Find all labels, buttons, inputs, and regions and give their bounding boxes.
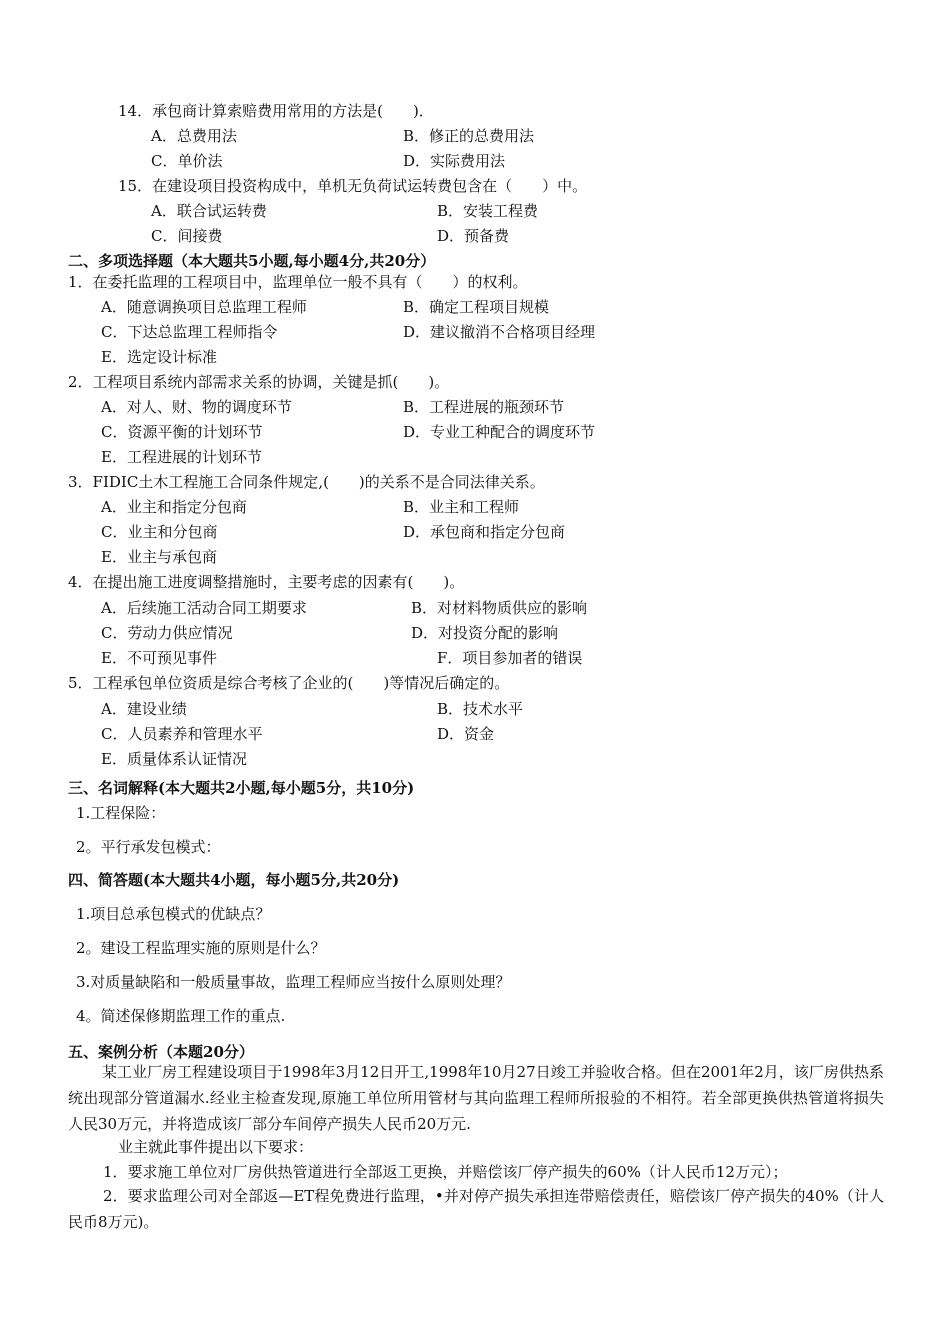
short-question-2: 2。建设工程监理实施的原则是什么？ xyxy=(76,939,326,957)
mc-question-2-option-a: A．对人、财、物的调度环节 xyxy=(101,398,292,416)
mc-question-5-option-e: E．质量体系认证情况 xyxy=(101,750,247,768)
question-14-option-b: B．修正的总费用法 xyxy=(403,127,535,145)
mc-question-1-option-b: B．确定工程项目规模 xyxy=(403,298,550,316)
mc-question-5-option-c: C．人员素养和管理水平 xyxy=(101,725,263,743)
section-3-title: 三、名词解释(本大题共2小题,每小题5分，共10分) xyxy=(68,779,415,797)
mc-question-2-option-b: B．工程进展的瓶颈环节 xyxy=(403,398,565,416)
mc-question-1-option-e: E．选定设计标准 xyxy=(101,348,217,366)
question-15-option-d: D．预备费 xyxy=(437,227,510,245)
mc-question-3-option-d: D．承包商和指定分包商 xyxy=(403,523,566,541)
mc-question-4-option-e: E．不可预见事件 xyxy=(101,649,217,667)
mc-question-5-option-d: D．资金 xyxy=(437,725,495,743)
section-4-title: 四、简答题(本大题共4小题，每小题5分,共20分) xyxy=(68,871,400,889)
case-paragraph-2: 业主就此事件提出以下要求： xyxy=(118,1138,314,1156)
mc-question-1-option-a: A．随意调换项目总监理工程师 xyxy=(101,298,307,316)
short-question-3: 3.对质量缺陷和一般质量事故，监理工程师应当按什么原则处理？ xyxy=(76,973,511,991)
case-requirement-2: 2．要求监理公司对全部返—ET程免费进行监理，•并对停产损失承担连带赔偿责任，赔偿该厂停产损失的40%（计人民币8万元)。 xyxy=(68,1187,884,1231)
term-question-2: 2。平行承发包模式： xyxy=(76,838,221,856)
mc-question-4-option-b: B．对材料物质供应的影响 xyxy=(411,599,588,617)
mc-question-3-option-c: C．业主和分包商 xyxy=(101,523,218,541)
mc-question-5-option-b: B．技术水平 xyxy=(437,700,524,718)
mc-question-1-option-d: D．建议撤消不合格项目经理 xyxy=(403,323,596,341)
question-15-option-b: B．安装工程费 xyxy=(437,202,539,220)
mc-question-5-option-a: A．建设业绩 xyxy=(101,700,187,718)
mc-question-1-option-c: C．下达总监理工程师指令 xyxy=(101,323,278,341)
term-question-1: 1.工程保险： xyxy=(76,804,166,822)
case-paragraph-1: 某工业厂房工程建设项目于1998年3月12日开工,1998年10月27日竣工并验收合格。但在2001年2月，该厂房供热系统出现部分管道漏水.经业主检查发现,原施工单位所用管材与其向监理工程师所报验的不相符。若全部更换供热管道将损失人民30万元，并将造成该厂部分车间停产损失人民币20万元. xyxy=(68,1063,884,1133)
mc-question-3-option-a: A．业主和指定分包商 xyxy=(101,498,247,516)
question-14-option-d: D．实际费用法 xyxy=(403,152,506,170)
short-question-4: 4。简述保修期监理工作的重点. xyxy=(76,1007,286,1025)
mc-question-4-option-a: A．后续施工活动合同工期要求 xyxy=(101,599,307,617)
short-question-1: 1.项目总承包模式的优缺点？ xyxy=(76,905,271,923)
section-5-title: 五、案例分析（本题20分） xyxy=(68,1043,254,1061)
question-14-option-a: A．总费用法 xyxy=(151,127,237,145)
mc-question-1-stem: 1．在委托监理的工程项目中，监理单位一般不具有（ ）的权利。 xyxy=(68,273,528,291)
case-requirement-1: 1．要求施工单位对厂房供热管道进行全部返工更换，并赔偿该厂停产损失的60%（计人民币12万元）； xyxy=(103,1163,788,1181)
mc-question-4-option-f: F．项目参加者的错误 xyxy=(437,649,583,667)
mc-question-3-option-b: B．业主和工程师 xyxy=(403,498,520,516)
mc-question-3-stem: 3．FIDIC土木工程施工合同条件规定,( )的关系不是合同法律关系。 xyxy=(68,473,545,491)
mc-question-2-option-c: C．资源平衡的计划环节 xyxy=(101,423,263,441)
mc-question-3-option-e: E．业主与承包商 xyxy=(101,548,217,566)
question-15-option-a: A．联合试运转费 xyxy=(151,202,267,220)
mc-question-5-stem: 5．工程承包单位资质是综合考核了企业的( )等情况后确定的。 xyxy=(68,674,510,692)
section-2-title: 二、多项选择题（本大题共5小题,每小题4分,共20分） xyxy=(68,252,436,270)
question-14-option-c: C．单价法 xyxy=(151,152,223,170)
mc-question-4-option-c: C．劳动力供应情况 xyxy=(101,624,233,642)
mc-question-2-option-e: E．工程进展的计划环节 xyxy=(101,448,262,466)
mc-question-4-stem: 4．在提出施工进度调整措施时，主要考虑的因素有( )。 xyxy=(68,573,465,591)
question-14-stem: 14．承包商计算索赔费用常用的方法是( )． xyxy=(118,102,434,120)
question-15-stem: 15．在建设项目投资构成中，单机无负荷试运转费包含在（ ）中。 xyxy=(118,177,588,195)
question-15-option-c: C．间接费 xyxy=(151,227,223,245)
mc-question-2-option-d: D．专业工种配合的调度环节 xyxy=(403,423,596,441)
mc-question-4-option-d: D．对投资分配的影响 xyxy=(411,624,559,642)
mc-question-2-stem: 2．工程项目系统内部需求关系的协调，关键是抓( )。 xyxy=(68,373,450,391)
